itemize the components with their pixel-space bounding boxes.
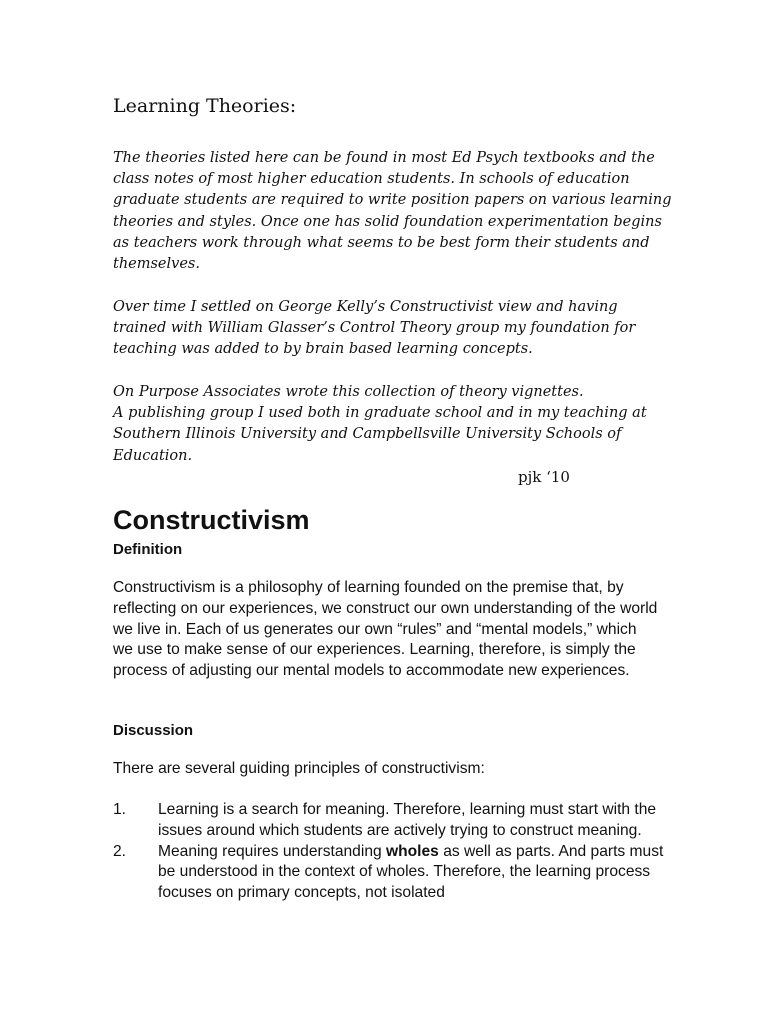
list-item-number: 2.	[113, 842, 127, 860]
definition-heading: Definition	[113, 541, 183, 558]
document-title: Learning Theories:	[113, 95, 297, 117]
list-item	[113, 842, 673, 904]
intro-paragraph-3-line-1: On Purpose Associates wrote this collection of theory vignettes.	[113, 384, 584, 400]
list-item-text: Learning is a search for meaning. Therefore, learning must start with the issues around which students are actively trying to construct meaning.	[158, 801, 657, 839]
intro-paragraph-2: Over time I settled on George Kelly’s Constructivist view and having trained with William Glasser’s Control Theory group my foundation for teaching was added to by brain based learning concepts.	[113, 299, 636, 358]
principles-list	[113, 800, 673, 904]
author-signature: pjk ‘10	[518, 468, 570, 486]
discussion-heading: Discussion	[113, 722, 194, 739]
list-item-text-before: Meaning requires understanding	[158, 842, 386, 860]
list-item-emphasis: wholes	[386, 842, 439, 860]
intro-paragraph-1: The theories listed here can be found in most Ed Psych textbooks and the class notes of most higher education students. In schools of education graduate students are required to write position papers on various learning theories and styles. Once one has solid foundation experimentation begins as teachers work through what seems to be best form their students and themselves.	[113, 150, 672, 273]
intro-paragraph-3-line-2: A publishing group I used both in graduate school and in my teaching at Southern Illinois University and Campbellsville University Schools of Education.	[113, 405, 647, 464]
definition-text: Constructivism is a philosophy of learning founded on the premise that, by reflecting on our experiences, we construct our own understanding of the world we live in. Each of us generates our own “rules” and “mental models,” which we use to make sense of our experiences. Learning, therefore, is simply the process of adjusting our mental models to accommodate new experiences.	[113, 579, 658, 680]
list-item	[113, 800, 673, 842]
list-item-number: 1.	[113, 801, 127, 818]
list-item-text	[158, 842, 673, 904]
section-title: Constructivism	[113, 505, 310, 535]
discussion-intro: There are several guiding principles of constructivism:	[113, 760, 485, 777]
list-item-text-after: as well as parts. And parts must be understood in the context of wholes. Therefore, the learning process focuses on primary concepts, not isolated	[158, 842, 664, 902]
intro-paragraph-3	[113, 382, 673, 467]
